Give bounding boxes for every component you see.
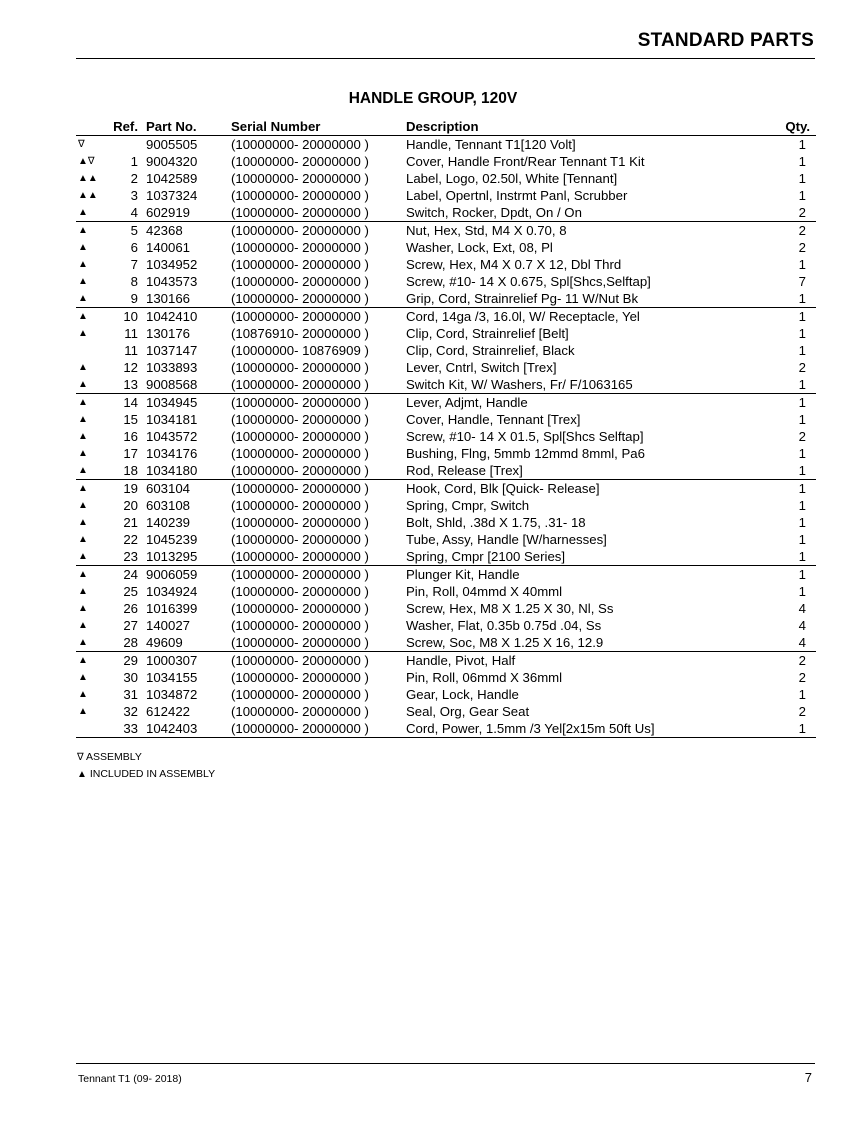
quantity: 1 (798, 411, 806, 427)
footer-doc-info: Tennant T1 (09- 2018) (78, 1073, 182, 1085)
page-number: 7 (804, 1070, 812, 1085)
row-mark: ▲ (78, 361, 88, 373)
legend-included (77, 768, 215, 780)
serial-range: (10000000- 20000000 ) (231, 445, 369, 461)
part-number: 1034952 (146, 256, 198, 272)
part-number: 1034945 (146, 394, 198, 410)
table-row (76, 204, 816, 222)
ref-number: 21 (123, 514, 138, 530)
col-qty-header: Qty. (782, 118, 816, 136)
part-description: Label, Logo, 02.50l, White [Tennant] (406, 170, 618, 186)
part-description: Nut, Hex, Std, M4 X 0.70, 8 (406, 222, 567, 238)
table-row (76, 531, 816, 548)
ref-number: 2 (130, 170, 138, 186)
row-mark: ▲ (76, 634, 108, 652)
header-rule (76, 58, 815, 59)
ref-number: 23 (108, 548, 146, 566)
part-number: 1034872 (146, 686, 198, 702)
quantity: 1 (798, 136, 806, 152)
serial-range: (10000000- 20000000 ) (231, 411, 369, 427)
part-description: Cover, Handle Front/Rear Tennant T1 Kit (406, 153, 645, 169)
quantity: 4 (782, 634, 816, 652)
row-mark: ▲ (76, 462, 108, 480)
ref-number: 1 (130, 153, 138, 169)
part-description: Cover, Handle, Tennant [Trex] (406, 411, 581, 427)
part-description: Grip, Cord, Strainrelief Pg- 11 W/Nut Bk (406, 290, 782, 308)
ref-number: 12 (123, 359, 138, 375)
part-number: 1042410 (146, 308, 198, 324)
ref-number: 5 (130, 222, 138, 238)
quantity: 2 (798, 359, 806, 375)
table-row (76, 153, 816, 170)
quantity: 1 (798, 497, 806, 513)
row-mark: ▲ (78, 533, 88, 545)
quantity: 1 (798, 187, 806, 203)
part-number: 602919 (146, 204, 231, 222)
serial-range: (10000000- 20000000 ) (231, 634, 406, 652)
serial-range: (10000000- 20000000 ) (231, 531, 369, 547)
part-description: Pin, Roll, 06mmd X 36mml (406, 669, 563, 685)
quantity: 7 (798, 273, 806, 289)
ref-number: 13 (108, 376, 146, 394)
part-description: Switch, Rocker, Dpdt, On / On (406, 204, 782, 222)
serial-range: (10000000- 20000000 ) (231, 256, 369, 272)
serial-range: (10000000- 20000000 ) (231, 652, 369, 668)
quantity: 1 (782, 548, 816, 566)
table-row (76, 170, 816, 187)
table-row (76, 514, 816, 531)
table-row (76, 652, 816, 670)
quantity: 1 (798, 342, 806, 358)
serial-range: (10000000- 20000000 ) (231, 514, 369, 530)
col-part-header: Part No. (146, 118, 231, 136)
row-mark: ▲ (78, 602, 88, 614)
table-row (76, 617, 816, 634)
quantity: 2 (798, 428, 806, 444)
row-mark: ▲ (78, 327, 88, 339)
table-row (76, 445, 816, 462)
ref-number: 3 (130, 187, 138, 203)
row-mark: ▲ (78, 705, 88, 717)
part-description: Handle, Pivot, Half (406, 652, 516, 668)
ref-number: 22 (123, 531, 138, 547)
row-mark: ▲▲ (78, 172, 98, 184)
quantity: 2 (798, 239, 806, 255)
row-mark: ▲ (78, 224, 88, 236)
row-mark: ▲ (78, 241, 88, 253)
part-number: 612422 (146, 703, 191, 719)
ref-number: 31 (123, 686, 138, 702)
table-row (76, 497, 816, 514)
table-row (76, 583, 816, 600)
ref-number: 10 (123, 308, 138, 324)
part-number: 140061 (146, 239, 191, 255)
quantity: 1 (798, 170, 806, 186)
ref-number: 15 (123, 411, 138, 427)
part-description: Lever, Cntrl, Switch [Trex] (406, 359, 557, 375)
part-number: 1013295 (146, 548, 231, 566)
table-row (76, 669, 816, 686)
parts-table (76, 118, 816, 738)
serial-range: (10000000- 20000000 ) (231, 480, 369, 496)
col-ref-header: Ref. (108, 118, 146, 136)
quantity: 4 (798, 617, 806, 633)
row-mark: ▲ (78, 447, 88, 459)
part-number: 140239 (146, 514, 191, 530)
ref-number: 16 (123, 428, 138, 444)
table-row (76, 720, 816, 738)
serial-range: (10000000- 20000000 ) (231, 222, 369, 238)
ref-number: 8 (130, 273, 138, 289)
assembly-symbol-icon: ∇ (77, 752, 84, 763)
part-description: Bushing, Flng, 5mmb 12mmd 8mml, Pa6 (406, 445, 645, 461)
row-mark: ▲ (78, 568, 88, 580)
serial-range: (10000000- 20000000 ) (231, 153, 369, 169)
serial-range: (10000000- 20000000 ) (231, 359, 369, 375)
serial-range: (10000000- 20000000 ) (231, 239, 369, 255)
table-row (76, 428, 816, 445)
table-row (76, 394, 816, 412)
serial-range: (10000000- 20000000 ) (231, 376, 406, 394)
quantity: 2 (798, 652, 806, 668)
part-description: Lever, Adjmt, Handle (406, 394, 528, 410)
row-mark: ▲ (78, 482, 88, 494)
part-number: 1034180 (146, 462, 231, 480)
serial-range: (10000000- 20000000 ) (231, 548, 406, 566)
part-description: Cord, Power, 1.5mm /3 Yel[2x15m 50ft Us] (406, 720, 782, 738)
part-number: 1042589 (146, 170, 198, 186)
part-description: Handle, Tennant T1[120 Volt] (406, 136, 576, 152)
legend-assembly-label: ASSEMBLY (83, 751, 142, 763)
ref-number: 9 (108, 290, 146, 308)
part-description: Screw, Soc, M8 X 1.25 X 16, 12.9 (406, 634, 782, 652)
footer-rule (76, 1063, 815, 1064)
serial-range: (10000000- 20000000 ) (231, 669, 369, 685)
part-number: 1037147 (146, 342, 198, 358)
part-description: Spring, Cmpr, Switch (406, 497, 530, 513)
part-number: 1034176 (146, 445, 198, 461)
quantity: 1 (798, 394, 806, 410)
row-mark: ▲ (78, 275, 88, 287)
ref-number: 4 (108, 204, 146, 222)
ref-number: 30 (123, 669, 138, 685)
ref-number: 26 (123, 600, 138, 616)
part-number: 130176 (146, 325, 191, 341)
serial-range: (10000000- 10876909 ) (231, 342, 369, 358)
row-mark: ▲ (78, 396, 88, 408)
row-mark: ∇ (78, 138, 85, 150)
part-number: 1037324 (146, 187, 198, 203)
part-description: Switch Kit, W/ Washers, Fr/ F/1063165 (406, 376, 782, 394)
quantity: 1 (798, 153, 806, 169)
part-description: Clip, Cord, Strainrelief, Black (406, 342, 575, 358)
part-number: 140027 (146, 617, 191, 633)
quantity: 1 (798, 445, 806, 461)
row-mark: ▲ (78, 413, 88, 425)
part-description: Hook, Cord, Blk [Quick- Release] (406, 480, 600, 496)
table-row (76, 308, 816, 326)
table-row (76, 342, 816, 359)
ref-number: 32 (123, 703, 138, 719)
part-number: 1034155 (146, 669, 198, 685)
legend-assembly (77, 751, 142, 763)
ref-number: 33 (108, 720, 146, 738)
quantity: 2 (798, 669, 806, 685)
row-mark: ▲ (78, 654, 88, 666)
section-title: STANDARD PARTS (637, 30, 814, 51)
part-description: Washer, Lock, Ext, 08, Pl (406, 239, 553, 255)
legend-included-label: INCLUDED IN ASSEMBLY (86, 768, 216, 780)
row-mark: ▲ (76, 290, 108, 308)
quantity: 1 (798, 566, 806, 582)
part-number: 603108 (146, 497, 191, 513)
serial-range: (10000000- 20000000 ) (231, 720, 406, 738)
table-row (76, 359, 816, 376)
part-number: 1034181 (146, 411, 198, 427)
serial-range: (10000000- 20000000 ) (231, 600, 369, 616)
table-row (76, 686, 816, 703)
ref-number: 11 (124, 342, 138, 358)
serial-range: (10000000- 20000000 ) (231, 583, 369, 599)
row-mark: ▲ (78, 430, 88, 442)
part-description: Rod, Release [Trex] (406, 462, 782, 480)
part-number: 1000307 (146, 652, 198, 668)
serial-range: (10000000- 20000000 ) (231, 703, 369, 719)
part-number: 1034924 (146, 583, 198, 599)
part-number: 1043573 (146, 273, 198, 289)
serial-range: (10000000- 20000000 ) (231, 566, 369, 582)
table-row (76, 548, 816, 566)
ref-number: 20 (123, 497, 138, 513)
part-number: 130166 (146, 290, 231, 308)
quantity: 1 (782, 290, 816, 308)
table-row (76, 256, 816, 273)
quantity: 1 (782, 376, 816, 394)
ref-number: 17 (123, 445, 138, 461)
part-description: Plunger Kit, Handle (406, 566, 520, 582)
quantity: 1 (798, 480, 806, 496)
part-description: Bolt, Shld, .38d X 1.75, .31- 18 (406, 514, 586, 530)
part-number: 1043572 (146, 428, 198, 444)
serial-range: (10000000- 20000000 ) (231, 617, 369, 633)
part-description: Screw, #10- 14 X 01.5, Spl[Shcs Selftap] (406, 428, 644, 444)
part-description: Label, Opertnl, Instrmt Panl, Scrubber (406, 187, 628, 203)
part-number: 9004320 (146, 153, 198, 169)
part-description: Cord, 14ga /3, 16.0l, W/ Receptacle, Yel (406, 308, 640, 324)
row-mark: ▲ (78, 258, 88, 270)
part-number: 9006059 (146, 566, 198, 582)
row-mark (76, 342, 108, 359)
quantity: 1 (798, 325, 806, 341)
serial-range: (10000000- 20000000 ) (231, 273, 369, 289)
serial-range: (10000000- 20000000 ) (231, 136, 369, 152)
part-number: 1045239 (146, 531, 198, 547)
row-mark: ▲ (76, 548, 108, 566)
parts-table-body (76, 136, 816, 738)
part-number: 1016399 (146, 600, 198, 616)
ref-number: 6 (130, 239, 138, 255)
part-number: 9005505 (146, 136, 198, 152)
row-mark: ▲ (78, 310, 88, 322)
row-mark: ▲▲ (78, 189, 98, 201)
part-description: Screw, #10- 14 X 0.675, Spl[Shcs,Selftap] (406, 273, 651, 289)
table-row (76, 462, 816, 480)
table-row (76, 376, 816, 394)
part-description: Washer, Flat, 0.35b 0.75d .04, Ss (406, 617, 602, 633)
table-header-row (76, 118, 816, 136)
part-description: Seal, Org, Gear Seat (406, 703, 530, 719)
part-description: Screw, Hex, M4 X 0.7 X 12, Dbl Thrd (406, 256, 622, 272)
part-description: Clip, Cord, Strainrelief [Belt] (406, 325, 569, 341)
table-row (76, 411, 816, 428)
part-description: Spring, Cmpr [2100 Series] (406, 548, 782, 566)
quantity: 1 (798, 583, 806, 599)
row-mark: ▲ (78, 516, 88, 528)
serial-range: (10000000- 20000000 ) (231, 428, 369, 444)
table-row (76, 239, 816, 256)
ref-number (108, 136, 146, 154)
quantity: 2 (782, 204, 816, 222)
row-mark (76, 720, 108, 738)
table-row (76, 325, 816, 342)
part-number: 42368 (146, 222, 183, 238)
serial-range: (10000000- 20000000 ) (231, 394, 369, 410)
table-row (76, 566, 816, 584)
quantity: 1 (782, 462, 816, 480)
table-row (76, 703, 816, 720)
serial-range: (10000000- 20000000 ) (231, 187, 369, 203)
table-row (76, 290, 816, 308)
part-number: 49609 (146, 634, 231, 652)
ref-number: 27 (123, 617, 138, 633)
quantity: 1 (798, 514, 806, 530)
part-description: Screw, Hex, M8 X 1.25 X 30, Nl, Ss (406, 600, 614, 616)
table-row (76, 222, 816, 240)
part-description: Tube, Assy, Handle [W/harnesses] (406, 531, 607, 547)
table-row (76, 187, 816, 204)
part-description: Pin, Roll, 04mmd X 40mml (406, 583, 563, 599)
table-row (76, 600, 816, 617)
serial-range: (10000000- 20000000 ) (231, 462, 406, 480)
quantity: 1 (782, 720, 816, 738)
ref-number: 18 (108, 462, 146, 480)
quantity: 1 (798, 686, 806, 702)
col-serial-header: Serial Number (231, 118, 406, 136)
ref-number: 7 (130, 256, 138, 272)
row-mark: ▲ (78, 499, 88, 511)
quantity: 2 (798, 222, 806, 238)
row-mark: ▲∇ (78, 155, 95, 167)
table-row (76, 634, 816, 652)
quantity: 1 (798, 256, 806, 272)
part-number: 1033893 (146, 359, 198, 375)
quantity: 4 (798, 600, 806, 616)
ref-number: 19 (123, 480, 138, 496)
table-row (76, 480, 816, 498)
row-mark: ▲ (78, 688, 88, 700)
ref-number: 24 (123, 566, 138, 582)
row-mark: ▲ (78, 619, 88, 631)
group-title: HANDLE GROUP, 120V (348, 90, 518, 107)
serial-range: (10876910- 20000000 ) (231, 325, 369, 341)
serial-range: (10000000- 20000000 ) (231, 497, 369, 513)
serial-range: (10000000- 20000000 ) (231, 170, 369, 186)
quantity: 1 (798, 531, 806, 547)
serial-range: (10000000- 20000000 ) (231, 290, 406, 308)
col-description-header: Description (406, 118, 782, 136)
ref-number: 28 (108, 634, 146, 652)
part-number: 9008568 (146, 376, 231, 394)
row-mark: ▲ (76, 376, 108, 394)
table-row (76, 273, 816, 290)
included-symbol-icon: ▲ (77, 769, 87, 780)
serial-range: (10000000- 20000000 ) (231, 204, 406, 222)
quantity: 2 (798, 703, 806, 719)
col-mark-header (76, 118, 108, 136)
serial-range: (10000000- 20000000 ) (231, 308, 369, 324)
part-description: Gear, Lock, Handle (406, 686, 519, 702)
part-number: 1042403 (146, 720, 231, 738)
row-mark: ▲ (78, 671, 88, 683)
part-number: 603104 (146, 480, 191, 496)
quantity: 1 (798, 308, 806, 324)
row-mark: ▲ (78, 585, 88, 597)
ref-number: 25 (123, 583, 138, 599)
ref-number: 29 (123, 652, 138, 668)
row-mark: ▲ (76, 204, 108, 222)
table-row (76, 136, 816, 154)
serial-range: (10000000- 20000000 ) (231, 686, 369, 702)
ref-number: 14 (123, 394, 138, 410)
ref-number: 11 (124, 325, 138, 341)
